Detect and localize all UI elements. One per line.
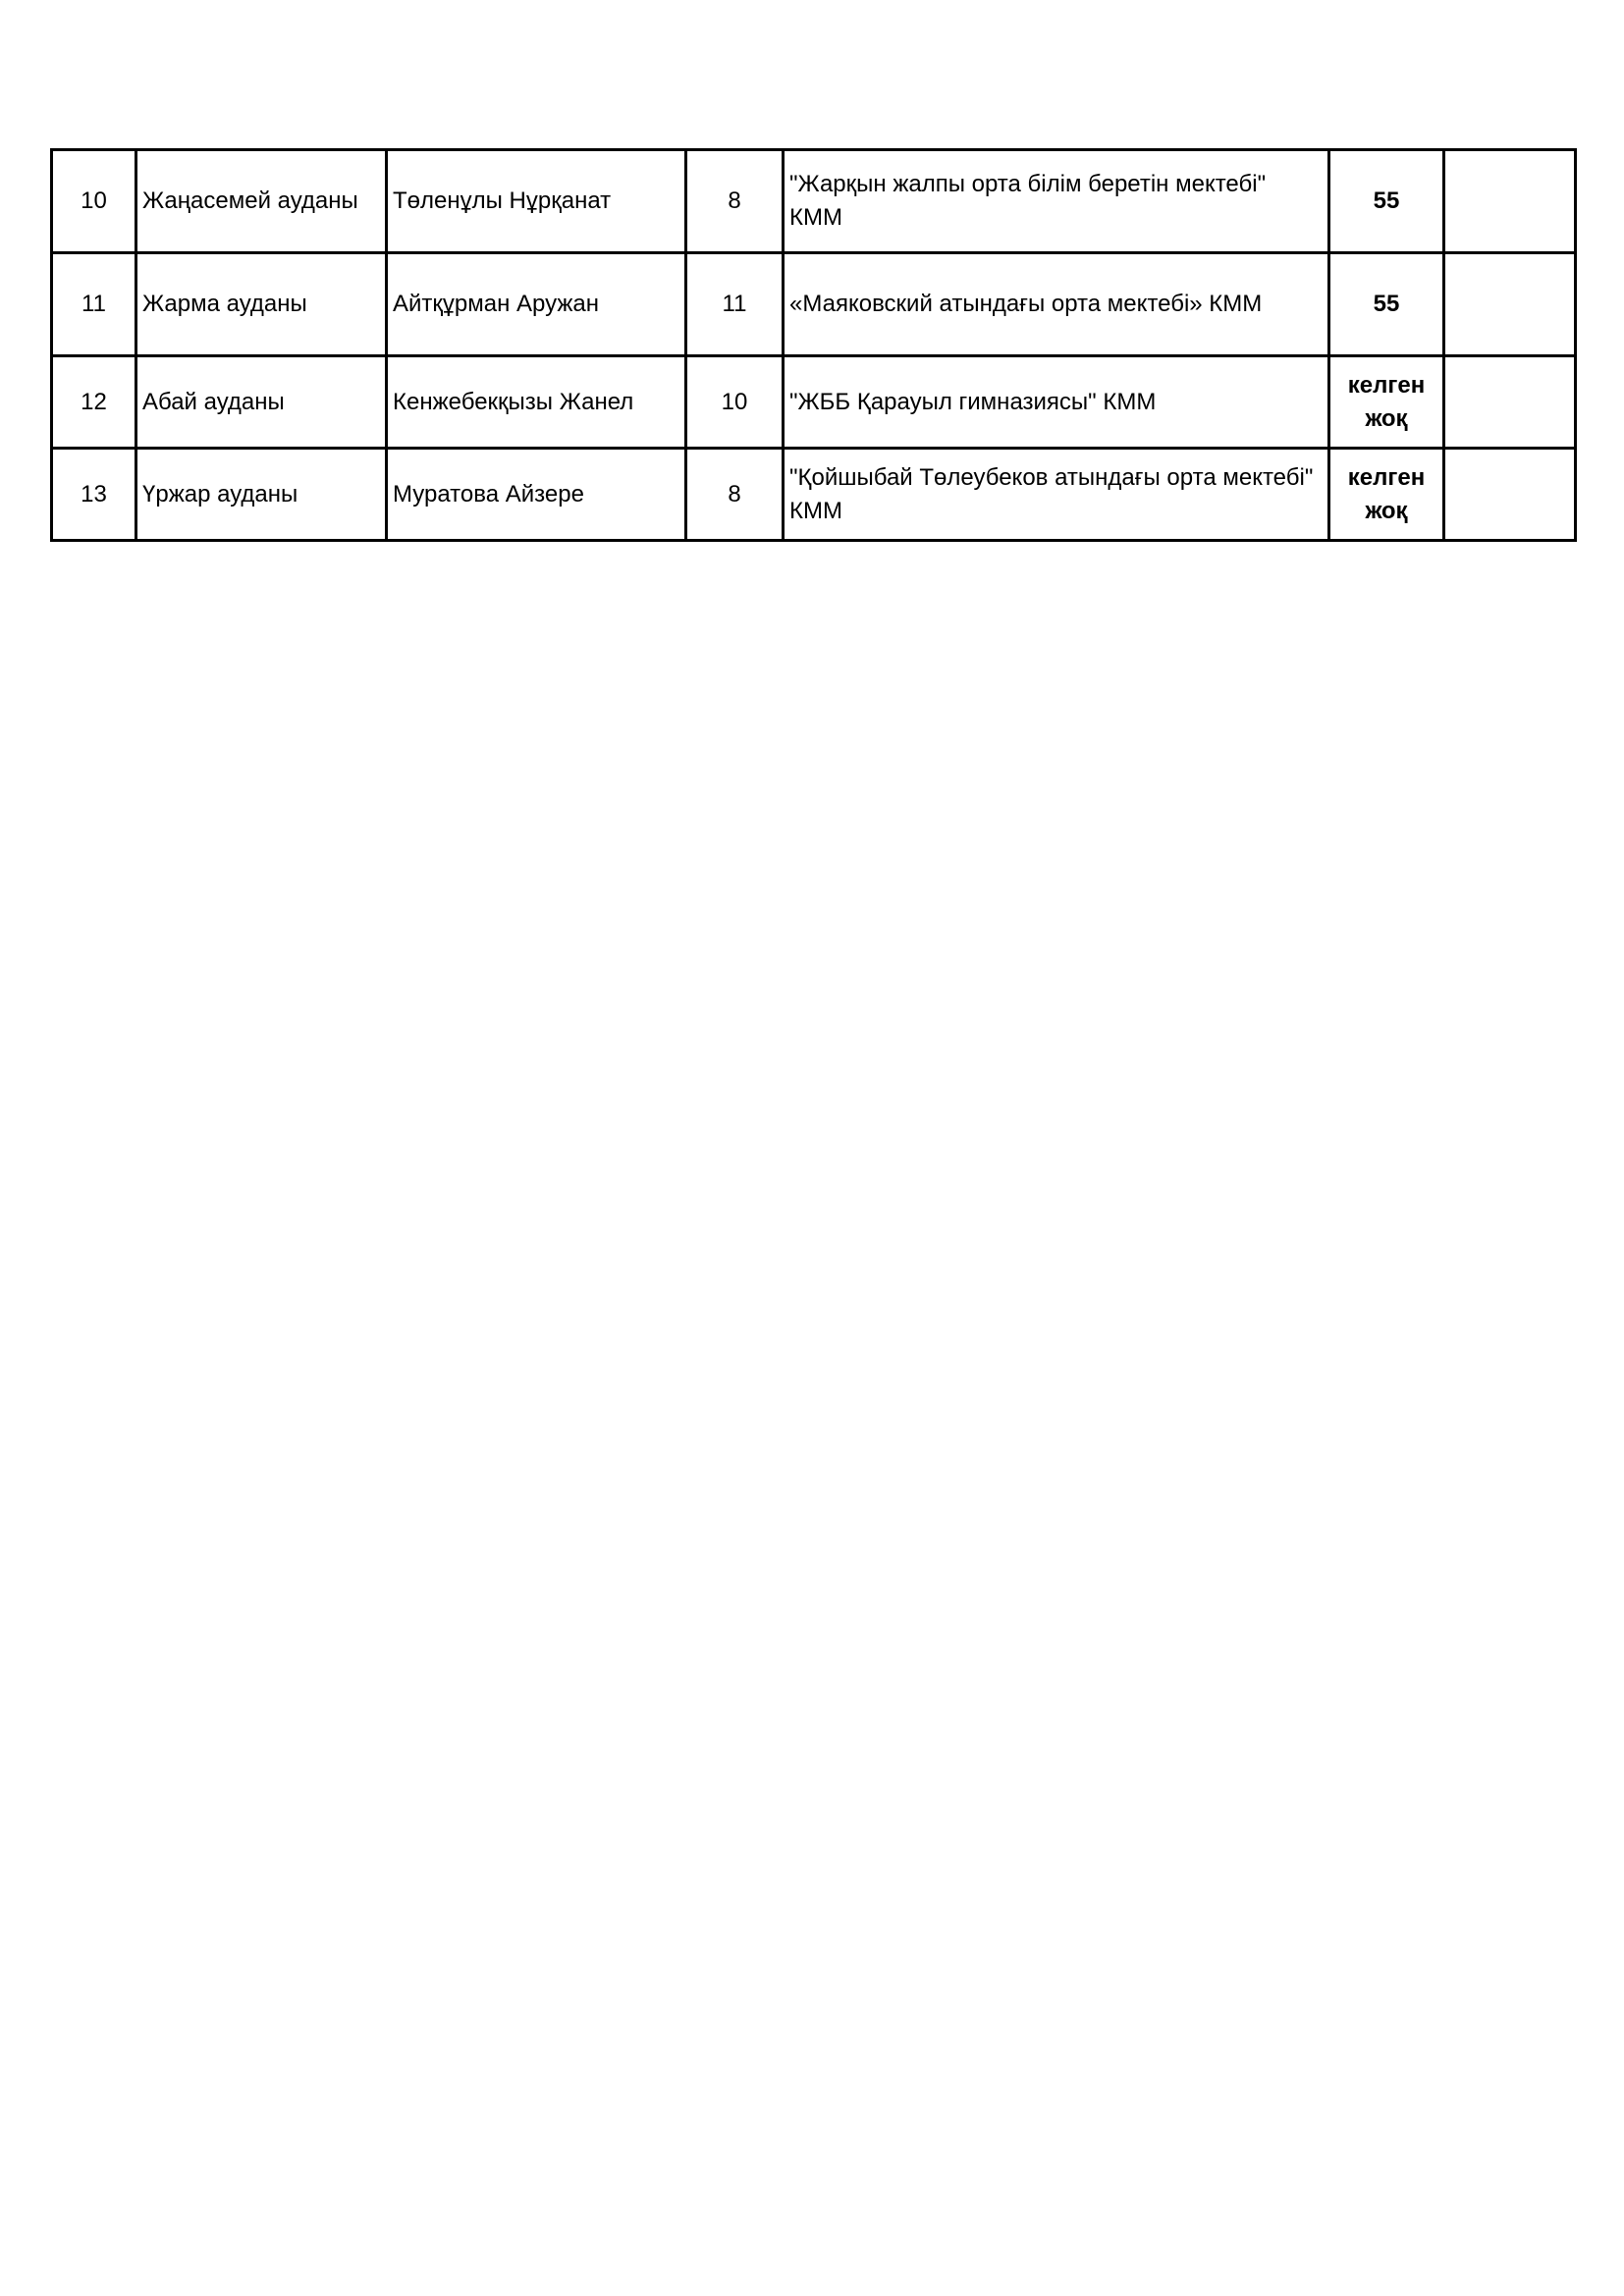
row-number: 10 [52,150,136,253]
table-row [52,449,1576,541]
grade-cell: 8 [686,150,784,253]
table-row [52,150,1576,253]
empty-cell [1444,356,1576,449]
empty-cell [1444,253,1576,356]
district-cell: Абай ауданы [136,356,387,449]
grade-cell: 8 [686,449,784,541]
score-cell: келген жоқ [1329,449,1444,541]
school-cell: «Маяковский атындағы орта мектебі» КММ [784,253,1329,356]
table-row [52,356,1576,449]
score-cell: 55 [1329,150,1444,253]
participant-name-cell: Төленұлы Нұрқанат [387,150,686,253]
school-cell: "Қойшыбай Төлеубеков атындағы орта мектебі" КММ [784,449,1329,541]
district-cell: Жаңасемей ауданы [136,150,387,253]
row-number: 11 [52,253,136,356]
row-number: 13 [52,449,136,541]
empty-cell [1444,150,1576,253]
results-table [50,148,1577,542]
table-row [52,253,1576,356]
district-cell: Үржар ауданы [136,449,387,541]
school-cell: "ЖББ Қарауыл гимназиясы" КММ [784,356,1329,449]
participant-name-cell: Муратова Айзере [387,449,686,541]
participant-name-cell: Айтқұрман Аружан [387,253,686,356]
score-cell: келген жоқ [1329,356,1444,449]
district-cell: Жарма ауданы [136,253,387,356]
score-cell: 55 [1329,253,1444,356]
participant-name-cell: Кенжебекқызы Жанел [387,356,686,449]
empty-cell [1444,449,1576,541]
school-cell: "Жарқын жалпы орта білім беретін мектебі" КММ [784,150,1329,253]
row-number: 12 [52,356,136,449]
grade-cell: 10 [686,356,784,449]
grade-cell: 11 [686,253,784,356]
